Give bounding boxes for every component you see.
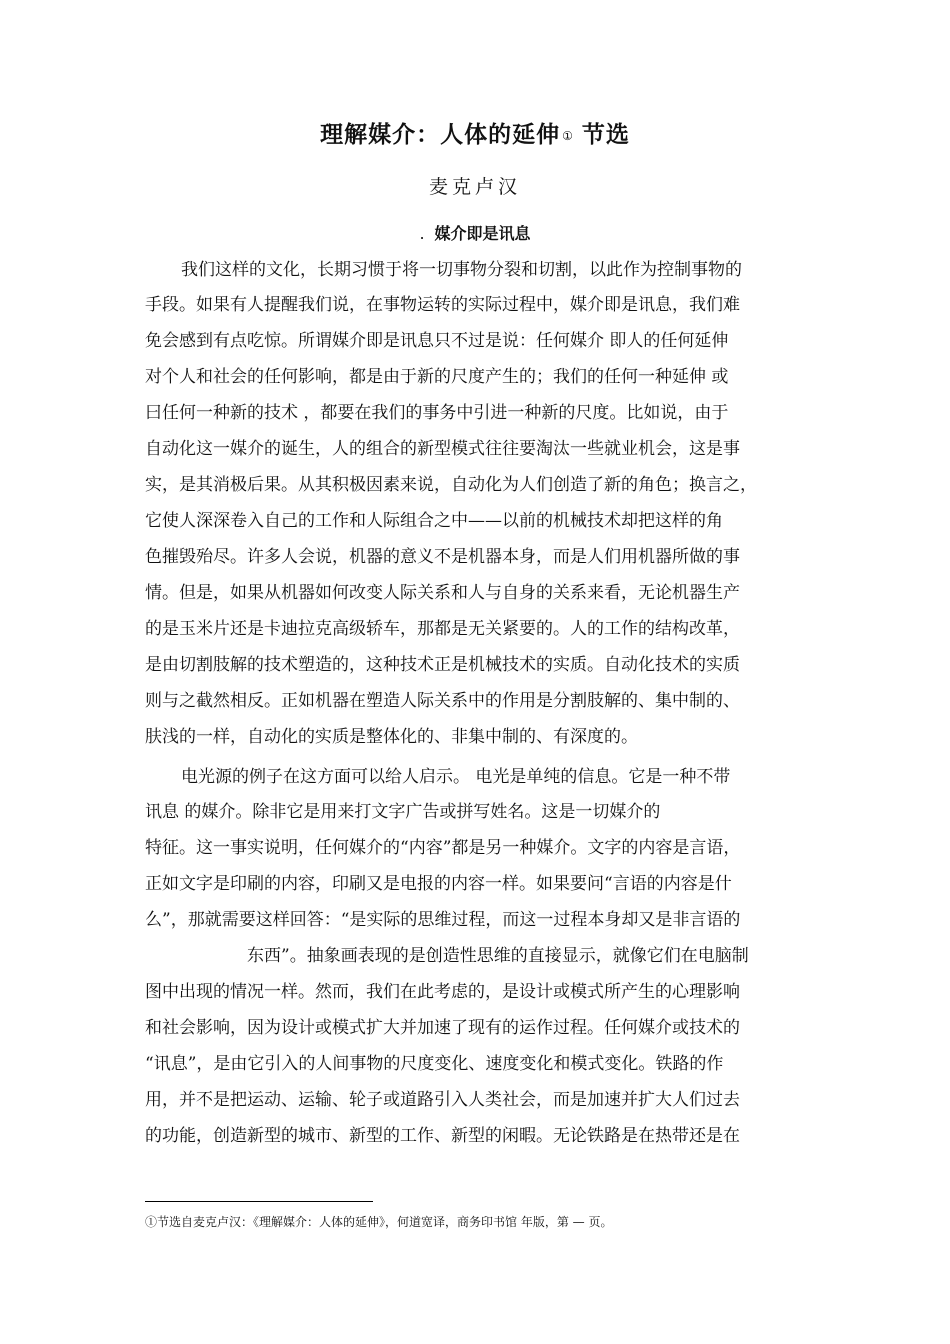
body-line: 对个人和社会的任何影响，都是由于新的尺度产生的；我们的任何一种延伸 或 xyxy=(145,367,729,387)
body-line: 色摧毁殆尽。许多人会说，机器的意义不是机器本身，而是人们用机器所做的事 xyxy=(145,547,740,567)
body-line: 则与之截然相反。正如机器在塑造人际关系中的作用是分割肢解的、集中制的、 xyxy=(145,691,740,711)
body-line: 它使人深深卷入自己的工作和人际组合之中——以前的机械技术却把这样的角 xyxy=(145,511,723,531)
body-line: 免会感到有点吃惊。所谓媒介即是讯息只不过是说：任何媒介 即人的任何延伸 xyxy=(145,331,729,351)
section-number: . xyxy=(419,224,425,243)
body-line: 实，是其消极后果。从其积极因素来说，自动化为人们创造了新的角色；换言之， xyxy=(145,475,757,495)
body-line: 曰任何一种新的技术 ，都要在我们的事务中引进一种新的尺度。比如说，由于 xyxy=(145,403,729,423)
body-line: “讯息”，是由它引入的人间事物的尺度变化、速度变化和模式变化。铁路的作 xyxy=(145,1054,724,1074)
footnote-divider xyxy=(145,1201,373,1202)
footnote-text: ①节选自麦克卢汉：《理解媒介：人体的延伸》，何道宽译，商务印书馆 年版，第 — 页。 xyxy=(145,1215,613,1229)
body-line: 情。但是，如果从机器如何改变人际关系和人与自身的关系来看，无论机器生产 xyxy=(145,583,740,603)
body-line: 正如文字是印刷的内容，印刷又是电报的内容一样。如果要问“言语的内容是什 xyxy=(145,874,732,894)
body-line: 肤浅的一样，自动化的实质是整体化的、非集中制的、有深度的。 xyxy=(145,727,638,747)
body-line: 特征。这一事实说明，任何媒介的“内容”都是另一种媒介。文字的内容是言语， xyxy=(145,838,741,858)
body-line: 图中出现的情况一样。然而，我们在此考虑的，是设计或模式所产生的心理影响 xyxy=(145,982,740,1002)
body-line: 我们这样的文化，长期习惯于将一切事物分裂和切割，以此作为控制事物的 xyxy=(181,260,742,280)
section-title: 媒介即是讯息 xyxy=(434,224,531,243)
body-line: 电光源的例子在这方面可以给人启示。 电光是单纯的信息。它是一种不带 xyxy=(181,767,731,787)
body-line: 用，并不是把运动、运输、轮子或道路引入人类社会，而是加速并扩大人们过去 xyxy=(145,1090,740,1110)
body-line: 是由切割肢解的技术塑造的，这种技术正是机械技术的实质。自动化技术的实质 xyxy=(145,655,740,675)
body-line: 的功能，创造新型的城市、新型的工作、新型的闲暇。无论铁路是在热带还是在 xyxy=(145,1126,740,1146)
page-title xyxy=(0,116,950,149)
footnote-marker: ① xyxy=(562,128,574,143)
body-line: 讯息 的媒介。除非它是用来打文字广告或拼写姓名。这是一切媒介的 xyxy=(145,802,661,822)
title-main: 理解媒介：人体的延伸 xyxy=(320,122,561,148)
body-line: 和社会影响，因为设计或模式扩大并加速了现有的运作过程。任何媒介或技术的 xyxy=(145,1018,740,1038)
body-line: 自动化这一媒介的诞生，人的组合的新型模式往往要淘汰一些就业机会，这是事 xyxy=(145,439,740,459)
title-suffix: 节选 xyxy=(581,122,630,148)
body-line: 手段。如果有人提醒我们说，在事物运转的实际过程中，媒介即是讯息，我们难 xyxy=(145,295,740,315)
body-line: 么”，那就需要这样回答：“是实际的思维过程，而这一过程本身却又是非言语的 xyxy=(145,910,741,930)
body-line: 的是玉米片还是卡迪拉克高级轿车，那都是无关紧要的。人的工作的结构改革， xyxy=(145,619,740,639)
section-heading xyxy=(0,221,950,244)
author-name: 麦克卢汉 xyxy=(428,176,521,198)
body-line: 东西”。抽象画表现的是创造性思维的直接显示，就像它们在电脑制 xyxy=(247,946,749,966)
